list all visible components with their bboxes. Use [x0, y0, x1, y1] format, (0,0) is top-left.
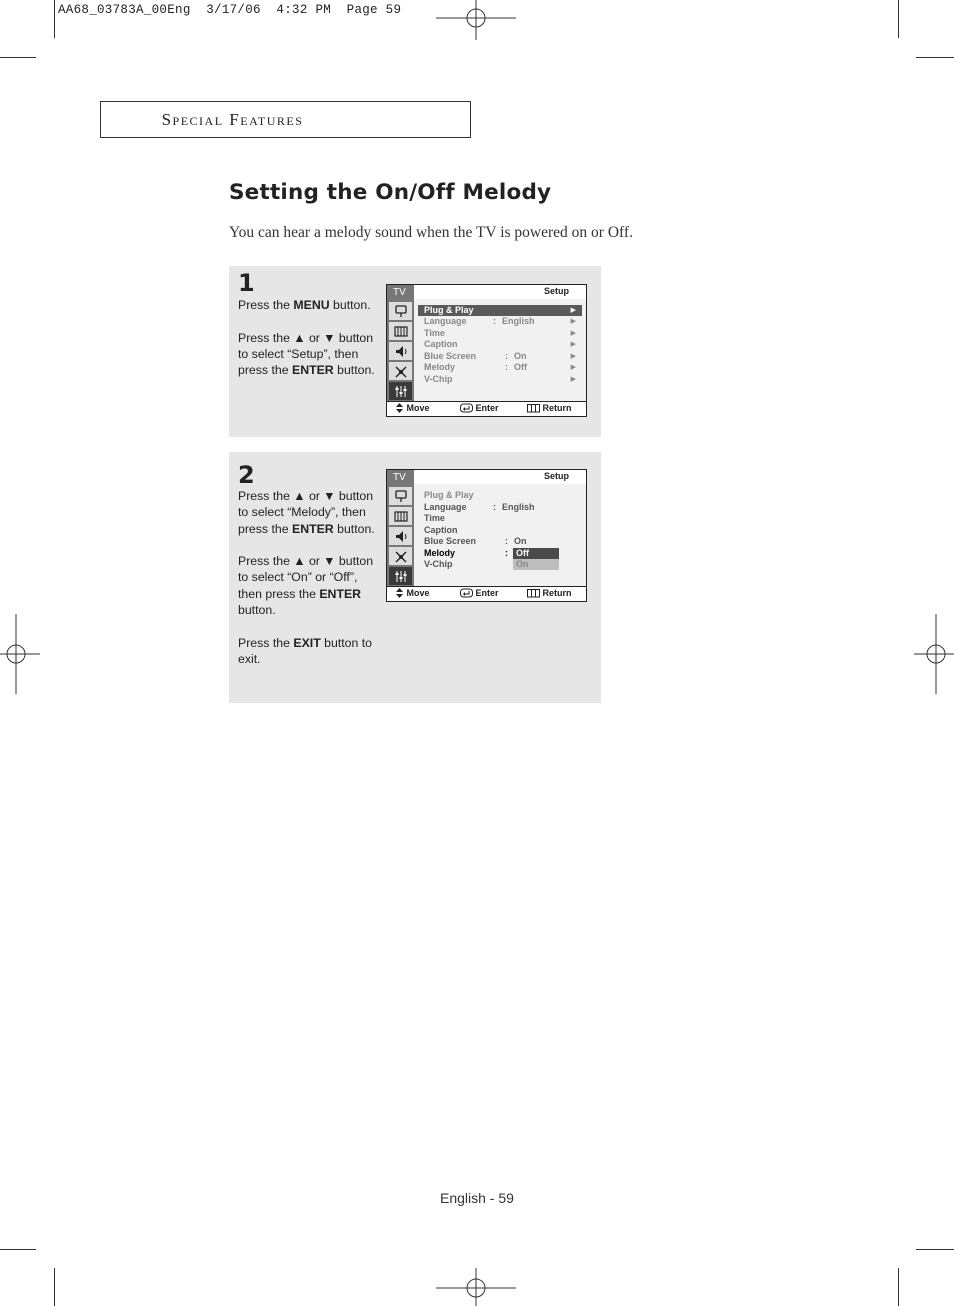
submenu-arrow-icon: ▶ — [570, 364, 576, 371]
colon-separator: : — [505, 362, 508, 372]
registration-mark-bottom — [436, 1268, 516, 1306]
print-slug: AA68_03783A_00Eng 3/17/06 4:32 PM Page 59 — [58, 3, 402, 17]
colon-separator: : — [505, 548, 508, 558]
registration-mark-left — [0, 614, 40, 694]
menu-sidebar — [387, 470, 414, 587]
tv-label: TV — [393, 472, 406, 483]
sound-icon — [389, 527, 412, 545]
melody-option-on[interactable]: On — [516, 559, 529, 569]
step-2-tv-screen — [386, 469, 587, 602]
intro-text: You can hear a melody sound when the TV is powered on or Off. — [229, 224, 633, 241]
menu-header-title: Setup — [543, 471, 569, 481]
setup-menu-list — [414, 484, 586, 587]
enter-icon — [460, 588, 473, 598]
registration-mark-top — [436, 0, 516, 40]
menu-item-blue-screen[interactable]: Blue Screen — [424, 536, 477, 546]
footer-enter: Enter — [460, 403, 499, 413]
menu-header — [414, 285, 586, 300]
footer-move: Move — [395, 403, 430, 413]
menu-item-plug-play[interactable]: Plug & Play — [424, 490, 474, 500]
picture-icon — [389, 487, 412, 505]
sound-icon — [389, 342, 412, 360]
submenu-arrow-icon: ▶ — [570, 318, 576, 325]
menu-header — [414, 470, 586, 485]
menu-item-melody[interactable]: Melody — [424, 548, 456, 558]
menu-item-melody[interactable]: Melody — [424, 362, 456, 372]
menu-value-melody: Off — [514, 362, 527, 372]
submenu-arrow-icon: ▶ — [570, 341, 576, 348]
colon-separator: : — [505, 351, 508, 361]
return-menu-icon — [527, 588, 540, 598]
menu-value-language: English — [502, 316, 535, 326]
menu-item-time[interactable]: Time — [424, 513, 445, 523]
page-number: English - 59 — [440, 1190, 514, 1206]
menu-item-v-chip[interactable]: V-Chip — [424, 374, 453, 384]
step-2-instructions: Press the ▲ or ▼ button to select “Melody”, then press the ENTER button. Press the ▲ or ▼ button to select “On” or “Off”, then press the ENTER button. Press the EXIT button to exit. — [238, 489, 375, 666]
menu-value-blue-screen: On — [514, 351, 527, 361]
menu-value-blue-screen: On — [514, 536, 527, 546]
tv-label: TV — [393, 287, 406, 298]
menu-item-caption[interactable]: Caption — [424, 339, 458, 349]
menu-footer — [387, 401, 586, 416]
submenu-arrow-icon: ▶ — [570, 330, 576, 337]
return-menu-icon — [527, 403, 540, 413]
move-arrows-icon — [395, 588, 404, 598]
menu-footer — [387, 586, 586, 601]
colon-separator: : — [505, 536, 508, 546]
enter-icon — [460, 403, 473, 413]
antenna-icon — [389, 362, 412, 380]
menu-item-blue-screen[interactable]: Blue Screen — [424, 351, 477, 361]
channel-icon — [389, 507, 412, 525]
menu-item-v-chip[interactable]: V-Chip — [424, 559, 453, 569]
menu-item-language[interactable]: Language — [424, 502, 467, 512]
menu-item-plug-play[interactable]: Plug & Play — [424, 305, 474, 315]
section-title: Special Features — [161, 110, 304, 129]
submenu-arrow-icon: ▶ — [570, 307, 576, 314]
picture-icon — [389, 302, 412, 320]
setup-icon — [389, 382, 412, 400]
submenu-arrow-icon: ▶ — [570, 376, 576, 383]
menu-item-time[interactable]: Time — [424, 328, 445, 338]
colon-separator: : — [493, 316, 496, 326]
setup-menu-list — [414, 299, 586, 402]
menu-value-language: English — [502, 502, 535, 512]
setup-icon — [389, 567, 412, 585]
antenna-icon — [389, 547, 412, 565]
colon-separator: : — [493, 502, 496, 512]
menu-header-title: Setup — [543, 286, 569, 296]
registration-mark-right — [914, 614, 954, 694]
submenu-arrow-icon: ▶ — [570, 353, 576, 360]
page-title: Setting the On/Off Melody — [229, 180, 552, 205]
channel-icon — [389, 322, 412, 340]
footer-return: Return — [527, 403, 572, 413]
step-1-tv-screen — [386, 284, 587, 417]
move-arrows-icon — [395, 403, 404, 413]
footer-enter: Enter — [460, 588, 499, 598]
footer-return: Return — [527, 588, 572, 598]
footer-move: Move — [395, 588, 430, 598]
step-2-number: 2 — [238, 461, 255, 489]
menu-sidebar — [387, 285, 414, 402]
menu-item-caption[interactable]: Caption — [424, 525, 458, 535]
melody-option-off[interactable]: Off — [516, 548, 529, 558]
step-1-number: 1 — [238, 269, 255, 297]
step-1-instructions: Press the MENU button. Press the ▲ or ▼ button to select “Setup”, then press the ENTER button. — [238, 298, 375, 378]
menu-item-language[interactable]: Language — [424, 316, 467, 326]
